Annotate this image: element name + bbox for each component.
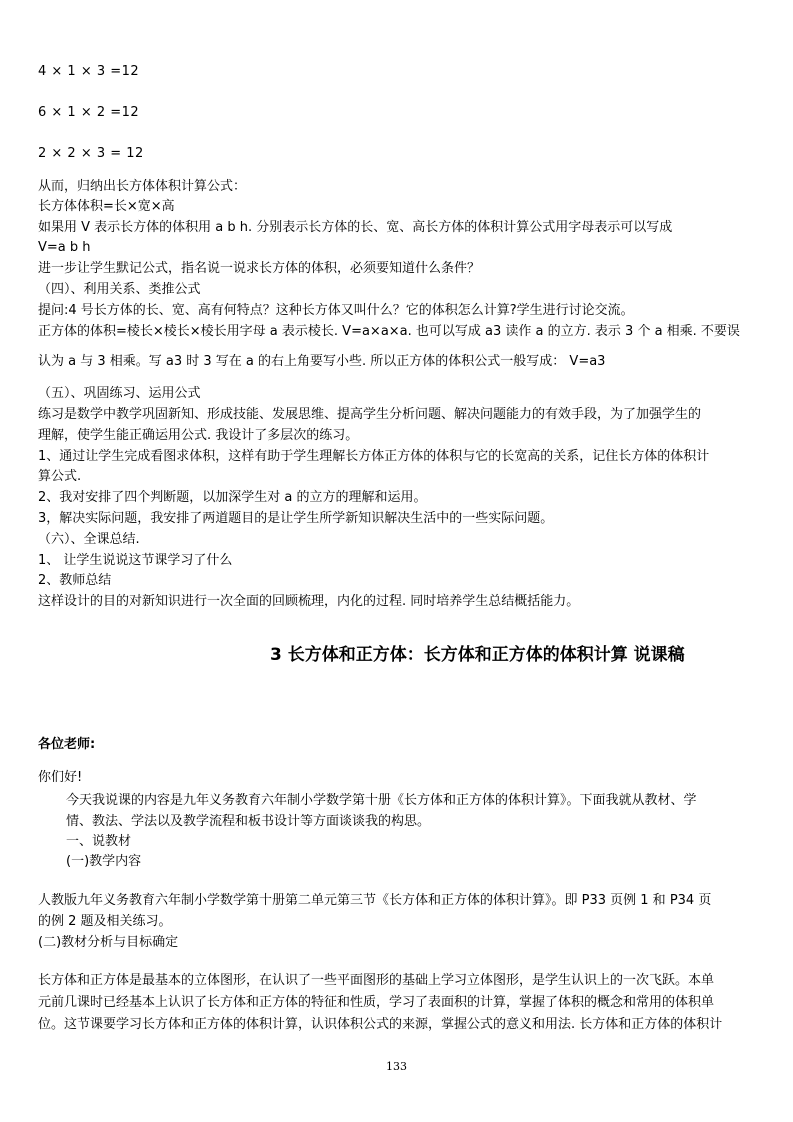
text-line: 理解，使学生能正确运用公式. 我设计了多层次的练习。 (38, 428, 359, 443)
body-line: 情、教法、学法以及教学流程和板书设计等方面谈谈我的构思。 (66, 814, 431, 829)
body-line: 元前几课时已经基本上认识了长方体和正方体的特征和性质，学习了表面积的计算，掌握了体积的概念和常用的体积单 (38, 995, 715, 1010)
text-line: 如果用 V 表示长方体的体积用 a b h. 分别表示长方体的长、宽、高长方体的体积计算公式用字母表示可以写成 (38, 220, 673, 235)
text-line: 3，解决实际问题，我安排了两道题目的是让学生所学新知识解决生活中的一些实际问题。 (38, 511, 554, 526)
body-line: (一)教学内容 (66, 854, 142, 869)
equation: 2 × 2 × 3 = 12 (38, 146, 144, 161)
text-line: 进一步让学生默记公式，指名说一说求长方体的体积，必须要知道什么条件？ (38, 261, 481, 276)
text-line: 2、我对安排了四个判断题，以加深学生对 a 的立方的理解和运用。 (38, 490, 427, 505)
text-line: 长方体体积=长×宽×高 (38, 199, 175, 214)
body-line: 一、说教材 (66, 834, 132, 849)
text-line: 2、教师总结 (38, 573, 112, 588)
text-line: 算公式. (38, 469, 82, 484)
text-line: 从而，归纳出长方体体积计算公式： (38, 179, 247, 194)
page-number: 133 (386, 1060, 407, 1073)
text-line: 1、 让学生说说这节课学习了什么 (38, 553, 233, 568)
text-line: 提问:4 号长方体的长、宽、高有何特点？这种长方体又叫什么？它的体积怎么计算?学生进行讨论交流。 (38, 303, 634, 318)
text-line: 正方体的体积=棱长×棱长×棱长用字母 a 表示棱长. V=a×a×a. 也可以写成 a3 读作 a 的立方. 表示 3 个 a 相乘. 不要误 (38, 324, 740, 339)
body-line: 今天我说课的内容是九年义务教育六年制小学数学第十册《长方体和正方体的体积计算》。下面我就从教材、学 (66, 793, 697, 808)
text-line: 练习是数学中教学巩固新知、形成技能、发展思维、提高学生分析问题、解决问题能力的有效手段，为了加强学生的 (38, 407, 702, 422)
equation: 4 × 1 × 3 =12 (38, 64, 140, 79)
section-title: 3 长方体和正方体：长方体和正方体的体积计算 说课稿 (270, 645, 685, 665)
text-line: （四）、利用关系、类推公式 (38, 282, 201, 297)
body-line: 位。这节课要学习长方体和正方体的体积计算，认识体积公式的来源，掌握公式的意义和用法. 长方体和正方体的体积计 (38, 1017, 723, 1032)
text-line: 认为 a 与 3 相乘。写 a3 时 3 写在 a 的右上角要写小些. 所以正方体的体积公式一般写成： V=a3 (38, 354, 606, 369)
body-line: 的例 2 题及相关练习。 (38, 914, 172, 929)
text-line: V=a b h (38, 240, 91, 255)
text-line: （五）、巩固练习、运用公式 (38, 386, 201, 401)
body-line: (二)教材分析与目标确定 (38, 935, 179, 950)
greeting: 各位老师: (38, 737, 96, 752)
body-line: 人教版九年义务教育六年制小学数学第十册第二单元第三节《长方体和正方体的体积计算》。即 P33 页例 1 和 P34 页 (38, 893, 712, 908)
body-line: 长方体和正方体是最基本的立体图形，在认识了一些平面图形的基础上学习立体图形，是学生认识上的一次飞跃。本单 (38, 973, 715, 988)
equation: 6 × 1 × 2 =12 (38, 105, 140, 120)
text-line: 1、通过让学生完成看图求体积，这样有助于学生理解长方体正方体的体积与它的长宽高的关系，记住长方体的体积计 (38, 449, 710, 464)
body-line: 你们好! (38, 770, 83, 785)
text-line: （六）、全课总结. (38, 532, 140, 547)
text-line: 这样设计的目的对新知识进行一次全面的回顾梳理，内化的过程. 同时培养学生总结概括能力。 (38, 594, 580, 609)
